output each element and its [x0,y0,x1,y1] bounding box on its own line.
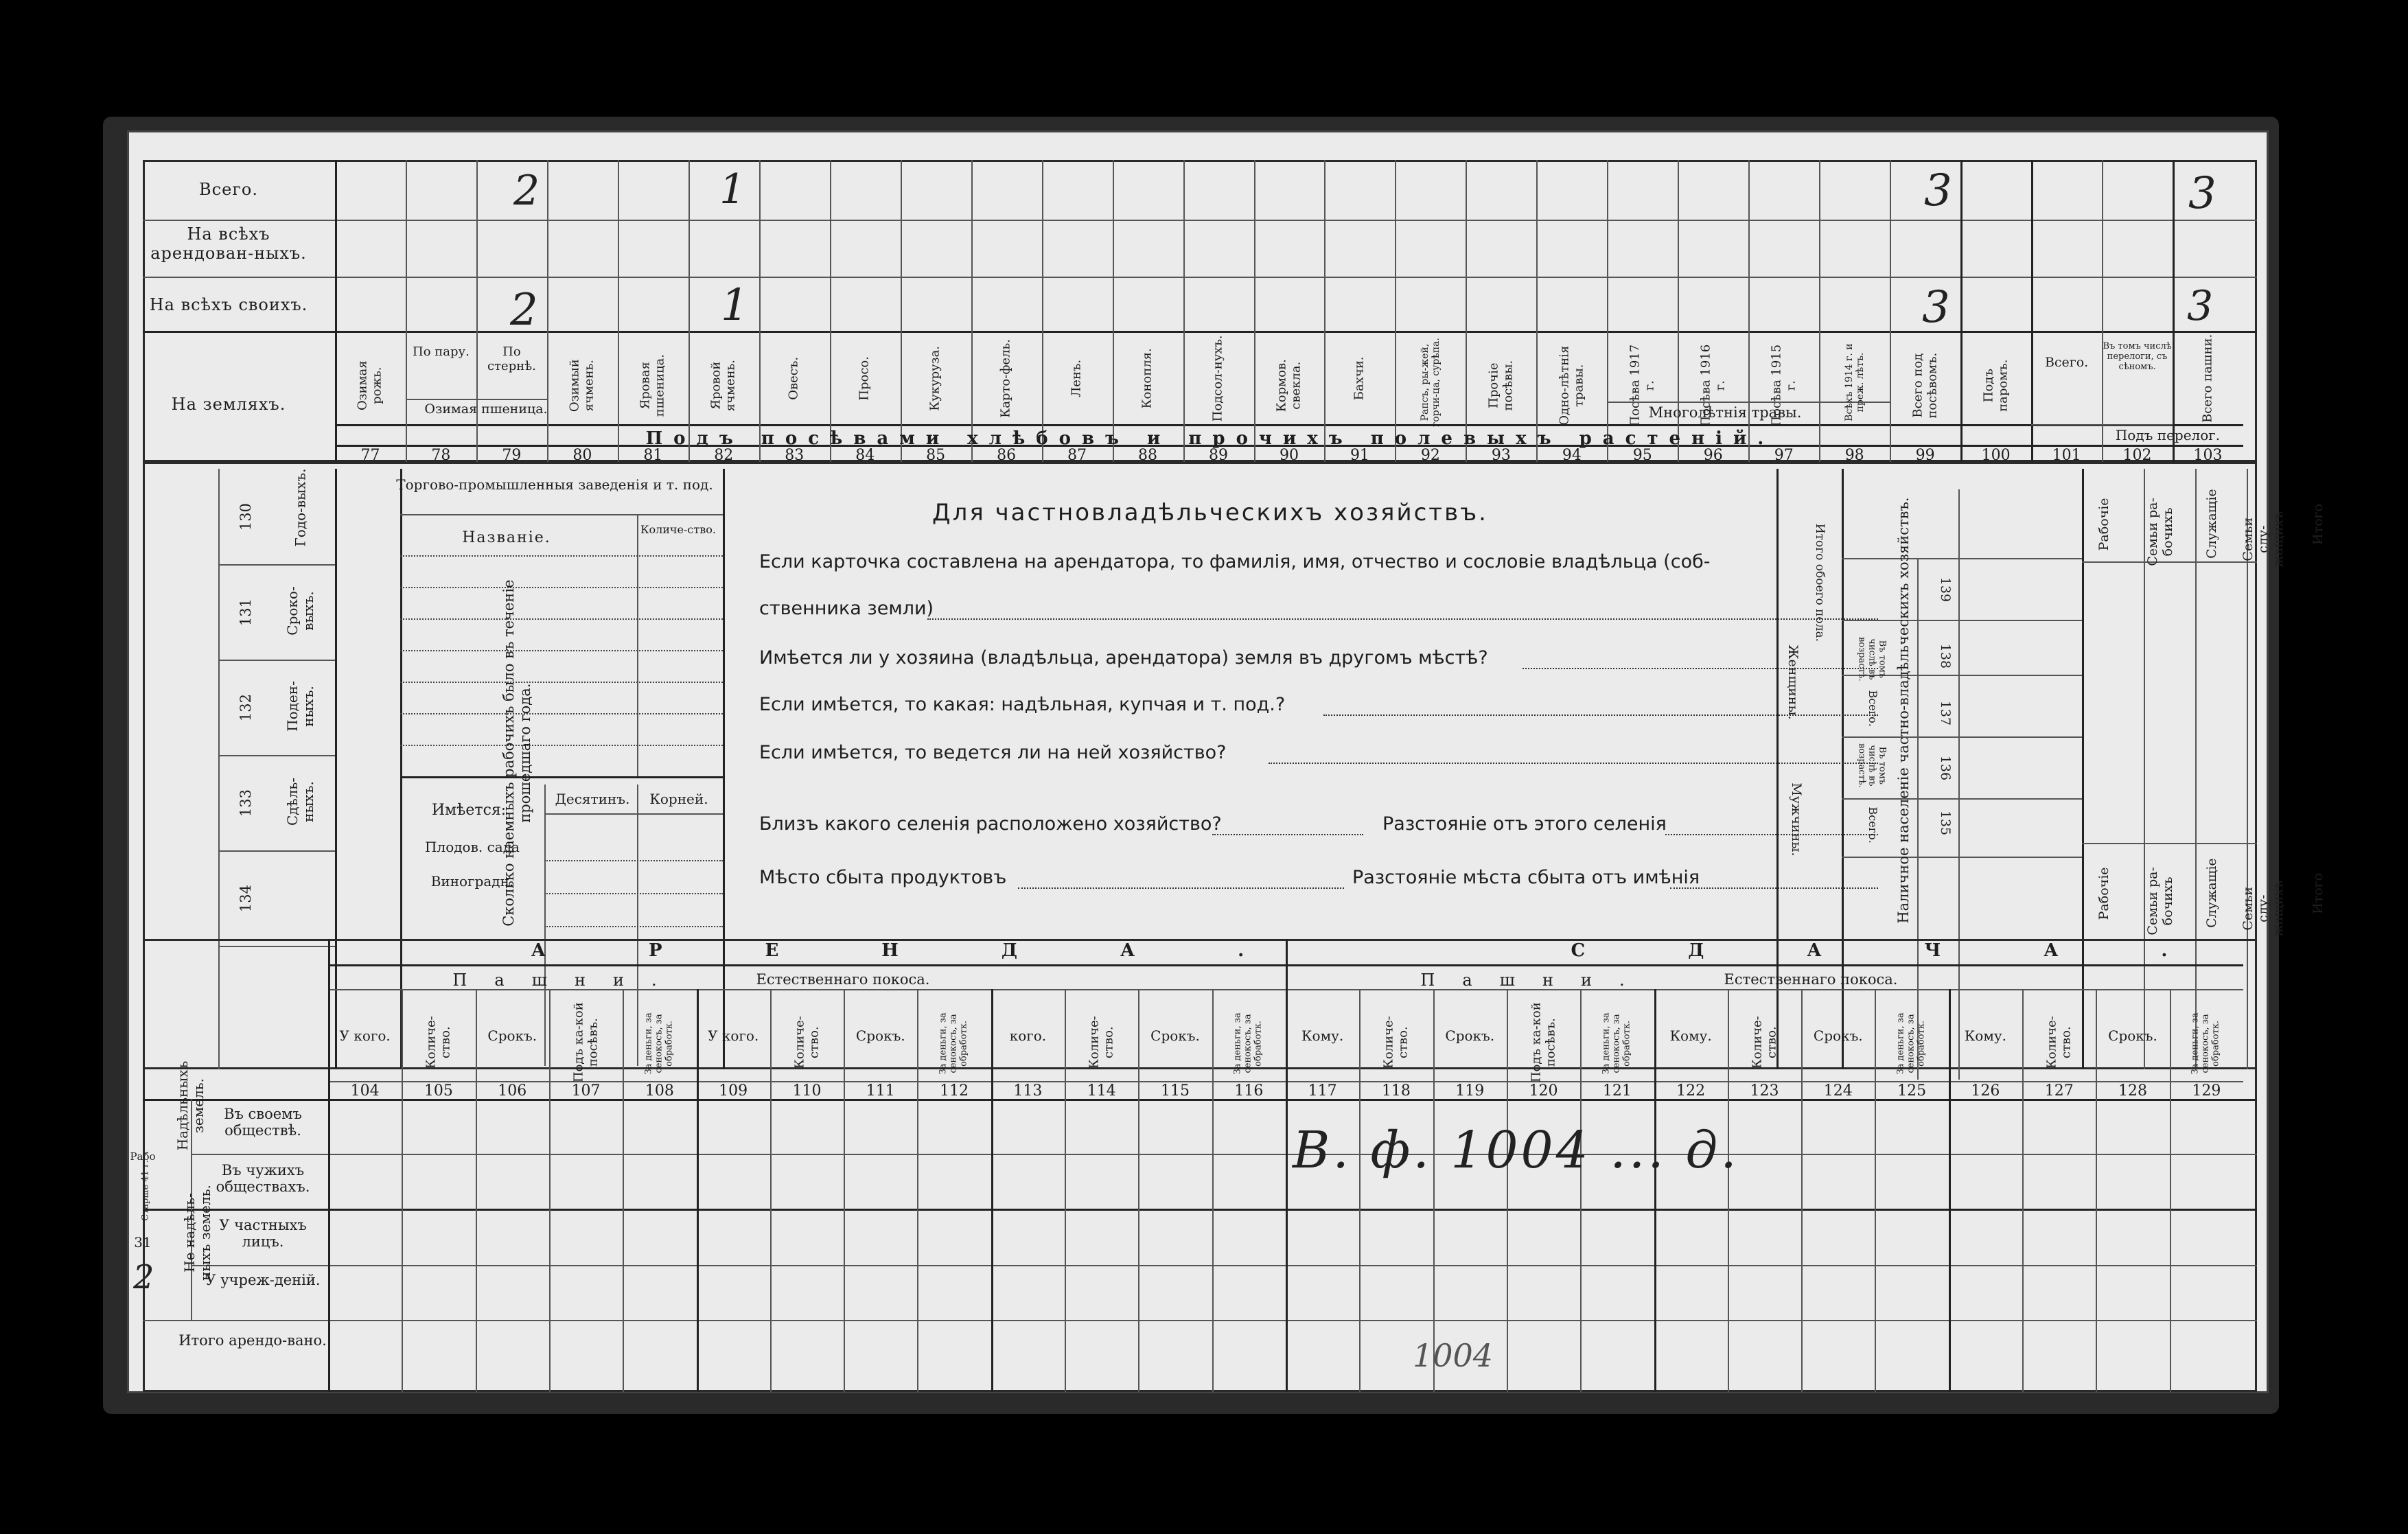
muzhchiny-label: Мужчины. [1788,782,1804,857]
hw-vsego-82: 1 [719,165,746,213]
korney-header: Корней. [649,791,708,807]
crop-col-label: Яровая пшеница. [638,353,667,417]
crop-col-num: 87 [1067,447,1087,464]
bottom-col-line [1728,989,1729,1392]
bottom-row-line [191,1154,2257,1155]
handwritten-note: В. ф. 1004 ... д. [1293,1121,1739,1180]
crop-col-num: 97 [1774,447,1794,464]
center-title: Для частновладѣльческихъ хозяйствъ. [932,499,1488,526]
lease-col-num: 125 [1897,1082,1927,1100]
crop-col-num: 78 [431,447,451,464]
pod-pereloq-group: Подъ перелог. [2115,427,2221,443]
crop-col-num: 85 [926,447,946,464]
lease-col-label: У кого. [708,1027,759,1044]
lease-col-num: 108 [645,1082,674,1100]
lease-col-label: Количе-ство. [424,1016,452,1069]
crop-col-label: По пару. [413,345,470,359]
hw-svoikh-82: 1 [721,280,749,331]
crop-col-label: Яровой ячмень. [708,359,738,412]
lease-col-label: Количе-ство. [2044,1016,2073,1069]
trade-name-header: Названіе. [462,529,551,546]
lease-col-label: Кому. [1964,1027,2007,1044]
bottom-col-line [402,989,403,1392]
semsluzh-bot: Семьи слу-жащихъ [2241,880,2286,937]
lease-col-label: За деньги, за сенокосъ, за обработк. [2190,1012,2221,1075]
crop-col-num: 90 [1279,447,1299,464]
q2: Имѣется ли у хозяина (владѣльца, арендатора) земля въ другомъ мѣстѣ? [759,647,1488,669]
bottom-col-line [1580,989,1582,1392]
bottom-col-line [476,989,477,1392]
worker-label: Поден-ныхъ. [284,680,316,732]
lease-col-num: 105 [424,1082,453,1100]
crop-col-num: 101 [2052,447,2081,464]
rab-top: Рабочіе [2096,498,2112,551]
lease-col-label: За деньги, за сенокосъ, за обработк. [1895,1012,1927,1075]
hw-vsego-79: 2 [513,167,540,215]
hired-workers-label: Сколько наемныхъ рабочихъ было въ теченіе прошедшаго года. [500,579,533,927]
worker-num: 134 [237,884,254,912]
bottom-col-line [1212,989,1214,1392]
orchard-label: Плодов. сада [425,839,520,855]
crop-col-num: 102 [2122,447,2152,464]
worker-label: Годо-выхъ. [292,468,309,546]
crop-col-num: 96 [1703,447,1723,464]
lease-col-num: 117 [1308,1082,1337,1100]
lease-table [129,132,2271,1395]
semrab-bot: Семьи ра-бочихъ [2145,867,2175,935]
row-label-arendovannykh: На всѣхъ арендован-ныхъ. [150,224,307,263]
row-chastnykh: У частныхъ лицъ. [219,1217,307,1251]
handwritten-1004: 1004 [1413,1337,1494,1374]
crop-col-num: 83 [785,447,804,464]
sdacha-pashni: Пашни. [1420,971,1652,990]
arenda-pashni: Пашни. [452,971,684,990]
crop-col-label: Всего пашни. [2200,334,2215,423]
ozimaya-pshenitsa-group: Озимая пшеница. [424,402,548,417]
hw-vsego-99: 3 [1924,165,1952,216]
crop-col-num: 77 [360,447,380,464]
crop-col-label: Ленъ. [1069,359,1084,397]
crop-col-label: Кукуруза. [927,345,942,411]
trade-title: Торгово-промышленныя заведенія и т. под. [396,476,713,493]
lease-col-num: 107 [571,1082,601,1100]
crop-col-num: 93 [1491,447,1511,464]
worker-num: 132 [237,693,254,721]
crop-col-label: Прочіе посѣвы. [1486,360,1515,411]
crop-col-label: Подсол-нухъ. [1210,335,1225,422]
bottom-frame [140,939,2257,1392]
arenda-pokos: Естественнаго покоса. [756,971,930,988]
crop-col-label: Посѣва 1915 г. [1769,344,1798,427]
itogo-obo-label: Итого обоего пола. [1812,523,1827,642]
row-svoem: Въ своемъ обществѣ. [224,1106,302,1139]
crop-col-label: Одно-лѣтнія травы. [1557,345,1586,426]
group-nadel: Надѣльныхъ земель. [174,1060,207,1151]
row-label-na-zemlyakh: На земляхъ. [171,395,286,414]
crop-col-label: Бахчи. [1352,356,1367,401]
crop-col-label: Рапсъ, ры-жей, горчи-ца, сурѣпа. [1419,338,1442,428]
q3: Если имѣется, то какая: надѣльная, купчая и т. под.? [759,694,1286,715]
m-vsego: Всего. [1866,806,1880,844]
lease-col-label: За деньги, за сенокосъ, за обработк. [643,1012,675,1075]
hw-svoikh-79: 2 [510,285,538,336]
hw-vsego-103: 3 [2188,168,2216,219]
bottom-col-line [1359,989,1361,1392]
row-label-svoikh: На всѣхъ своихъ. [149,295,308,314]
q4: Если имѣется, то ведется ли на ней хозяйство? [759,742,1227,763]
crop-col-label: Всего под посѣвомъ. [1910,352,1939,419]
crop-col-num: 98 [1844,447,1864,464]
bottom-col-line [2096,989,2097,1392]
q5b: Разстояніе отъ этого селенія [1382,813,1667,835]
crop-col-label: Всего. [2044,355,2089,370]
lease-col-num: 129 [2192,1082,2221,1100]
crop-col-num: 88 [1138,447,1158,464]
crop-col-num: 100 [1981,447,2011,464]
crop-col-label: Посѣва 1916 г. [1698,344,1727,427]
margin-2: 2 [133,1258,154,1297]
bottom-col-line [2170,989,2171,1392]
bottom-col-line [1433,989,1435,1392]
lease-col-num: 112 [940,1082,969,1100]
lease-col-num: 126 [1971,1082,2000,1100]
lease-col-num: 106 [498,1082,527,1100]
lease-col-label: Количе-ство. [791,1016,821,1069]
lease-col-label: кого. [1009,1027,1047,1044]
q1a: Если карточка составлена на арендатора, то фамилія, имя, отчество и сословіе владѣльца (соб- [759,551,1711,572]
lease-col-num: 124 [1823,1082,1853,1100]
sluzh-top: Служащіе [2204,489,2220,559]
crop-col-label: Кормов. свекла. [1274,359,1303,412]
bottom-row-line [143,1320,2257,1321]
crop-col-label: Озимый ячмень. [567,359,597,412]
bottom-col-line [1875,989,1876,1392]
lease-col-num: 114 [1087,1082,1116,1100]
q6a: Мѣсто сбыта продуктовъ [759,867,1007,888]
bottom-col-line [1801,989,1803,1392]
crop-col-num: 79 [502,447,522,464]
lease-col-label: Срокъ. [1445,1027,1495,1044]
itogo-bot: Итого [2311,872,2326,914]
sdacha-pokos: Естественнаго покоса. [1724,971,1898,988]
row-itogo: Итого арендо-вано. [178,1332,327,1349]
lease-col-label: Срокъ. [1150,1027,1200,1044]
n135: 135 [1937,810,1953,836]
lease-col-num: 121 [1602,1082,1632,1100]
zhenshchiny-label: Женщины. [1785,644,1801,720]
worker-num: 130 [237,502,254,531]
row-uchrezhdeniy: У учреж-деній. [205,1272,321,1288]
lease-col-label: Подъ ка-кой посѣвъ. [1528,1002,1558,1083]
zh-vtom: Въ томъ числѣ въ возрастѣ. [1856,637,1888,682]
census-card-sheet [127,130,2326,1393]
lease-col-num: 110 [792,1082,822,1100]
margin-rabo: Рабо [130,1150,156,1163]
crop-col-label: Овесъ. [786,356,801,400]
zh-vsego: Всего. [1866,690,1880,727]
lease-col-num: 111 [866,1082,895,1100]
lease-col-label: Срокъ. [487,1027,537,1044]
crop-col-num: 94 [1562,447,1582,464]
lease-col-label: За деньги, за сенокосъ, за обработк. [1232,1012,1264,1075]
n139: 139 [1937,577,1953,603]
lease-col-label: Срокъ. [855,1027,905,1044]
lease-col-label: Количе-ство. [1087,1016,1115,1069]
lease-col-label: Подъ ка-кой посѣвъ. [570,1002,600,1083]
bottom-col-line [1949,989,1951,1392]
crop-col-label: Карто-фель. [998,338,1013,418]
lease-col-label: За деньги, за сенокосъ, за обработк. [938,1012,969,1075]
crop-col-num: 84 [855,447,875,464]
hw-svoikh-103: 3 [2187,282,2214,330]
crop-col-num: 92 [1420,447,1440,464]
crop-col-num: 89 [1209,447,1229,464]
lease-col-num: 127 [2044,1082,2074,1100]
has-label: Имѣется: [431,802,507,819]
bottom-col-line [1507,989,1508,1392]
bottom-row-line [143,1209,2257,1211]
lease-col-num: 104 [350,1082,380,1100]
crop-col-label: Озимая рожь. [355,360,384,411]
bottom-row-line [191,1265,2257,1266]
margin-starshe: Старше 41 г. [140,1160,151,1221]
arenda-title: АРЕНДА. [531,940,1347,961]
lease-col-num: 109 [719,1082,748,1100]
crop-col-num: 81 [643,447,663,464]
crop-col-num: 99 [1915,447,1935,464]
lease-col-num: 113 [1013,1082,1043,1100]
worker-label: Сроко-выхъ. [284,585,316,636]
bottom-col-line [2022,989,2024,1392]
row-label-vsego: Всего. [199,180,258,199]
itogo-top: Итого [2311,503,2326,545]
lease-col-label: Кому. [1301,1027,1344,1044]
bottom-col-line [549,989,551,1392]
semrab-top: Семьи ра-бочихъ [2145,498,2175,566]
crop-col-num: 86 [997,447,1017,464]
crop-col-label: По стернѣ. [487,345,536,373]
bottom-col-line [844,989,845,1392]
q6b: Разстояніе мѣста сбыта отъ имѣнія [1352,867,1700,888]
lease-col-num: 118 [1381,1082,1411,1100]
margin-31: 31 [134,1234,152,1251]
band-crops: Подъ посѣвами хлѣбовъ и прочихъ полевыхъ растеній. [645,428,1775,449]
crop-col-label: Посѣва 1917 г. [1628,344,1656,427]
population-label: Наличное населеніе частно-владѣльческихъ хозяйствъ. [1895,497,1912,924]
worker-label: Сдѣль-ныхъ. [284,777,316,826]
crop-col-num: 103 [2193,447,2223,464]
lease-col-label: За деньги, за сенокосъ, за обработк. [1601,1012,1632,1075]
crop-col-num: 82 [714,447,734,464]
worker-num: 133 [237,789,254,817]
crop-col-label: Въ томъ числѣ перелоги, съ сѣномъ. [2103,341,2172,372]
lease-col-label: Кому. [1669,1027,1712,1044]
bottom-col-line [1654,989,1656,1392]
crop-col-num: 80 [572,447,592,464]
bottom-col-line [697,989,699,1392]
arenda-sdacha-divider [1286,939,1288,1392]
crop-col-label: Подъ паромъ. [1980,359,2010,412]
crop-col-num: 95 [1632,447,1652,464]
crop-col-label: Просо. [857,356,872,401]
bottom-col-line [770,989,772,1392]
semsluzh-top: Семьи слу-жащихъ [2241,511,2286,568]
n136: 136 [1937,755,1953,781]
lease-col-num: 119 [1455,1082,1485,1100]
bottom-col-line [917,989,918,1392]
lease-col-label: Срокъ. [2108,1027,2157,1044]
worker-num: 131 [237,598,254,626]
lease-col-label: У кого. [339,1027,391,1044]
q5a: Близъ какого селенія расположено хозяйство? [759,813,1222,835]
lease-col-label: Количе-ство. [1381,1016,1410,1069]
lease-col-num: 128 [2118,1082,2148,1100]
bottom-label-divider [328,939,330,1392]
vineyard-label: Виноградн. [430,873,514,890]
lease-col-num: 115 [1161,1082,1190,1100]
n138: 138 [1937,643,1953,669]
row-chuzhikh: Въ чужихъ обществахъ. [216,1162,310,1196]
crop-col-label: Всѣхъ 1914 г. и преж. лѣтъ. [1843,343,1866,421]
rab-bot: Рабочіе [2096,867,2112,920]
group-ne-nadel: Не надѣль-ныхъ земель. [181,1185,213,1281]
n137: 137 [1937,700,1953,726]
lease-col-num: 123 [1750,1082,1779,1100]
bottom-col-line [1138,989,1139,1392]
crop-col-label: Конопля. [1139,348,1155,409]
desyatin-header: Десятинъ. [555,791,630,807]
sdacha-title: СДАЧА. [1571,940,2271,961]
bottom-col-line [1065,989,1066,1392]
m-vtom: Въ томъ числѣ въ возрастѣ. [1856,743,1888,788]
lease-col-label: Количе-ство. [1749,1016,1779,1069]
crop-col-num: 91 [1350,447,1369,464]
bottom-col-line [623,989,624,1392]
lease-col-num: 122 [1676,1082,1706,1100]
lease-col-label: Срокъ. [1813,1027,1863,1044]
q1b: ственника земли) [759,598,934,619]
bottom-col-line [991,989,993,1392]
lease-col-num: 120 [1529,1082,1558,1100]
hw-svoikh-99: 3 [1922,282,1950,333]
trade-qty-header: Количе-ство. [640,523,716,536]
lease-col-num: 116 [1234,1082,1264,1100]
mnogoletnie-group: Многолѣтнія травы. [1648,404,1802,421]
sluzh-bot: Служащіе [2204,858,2220,928]
